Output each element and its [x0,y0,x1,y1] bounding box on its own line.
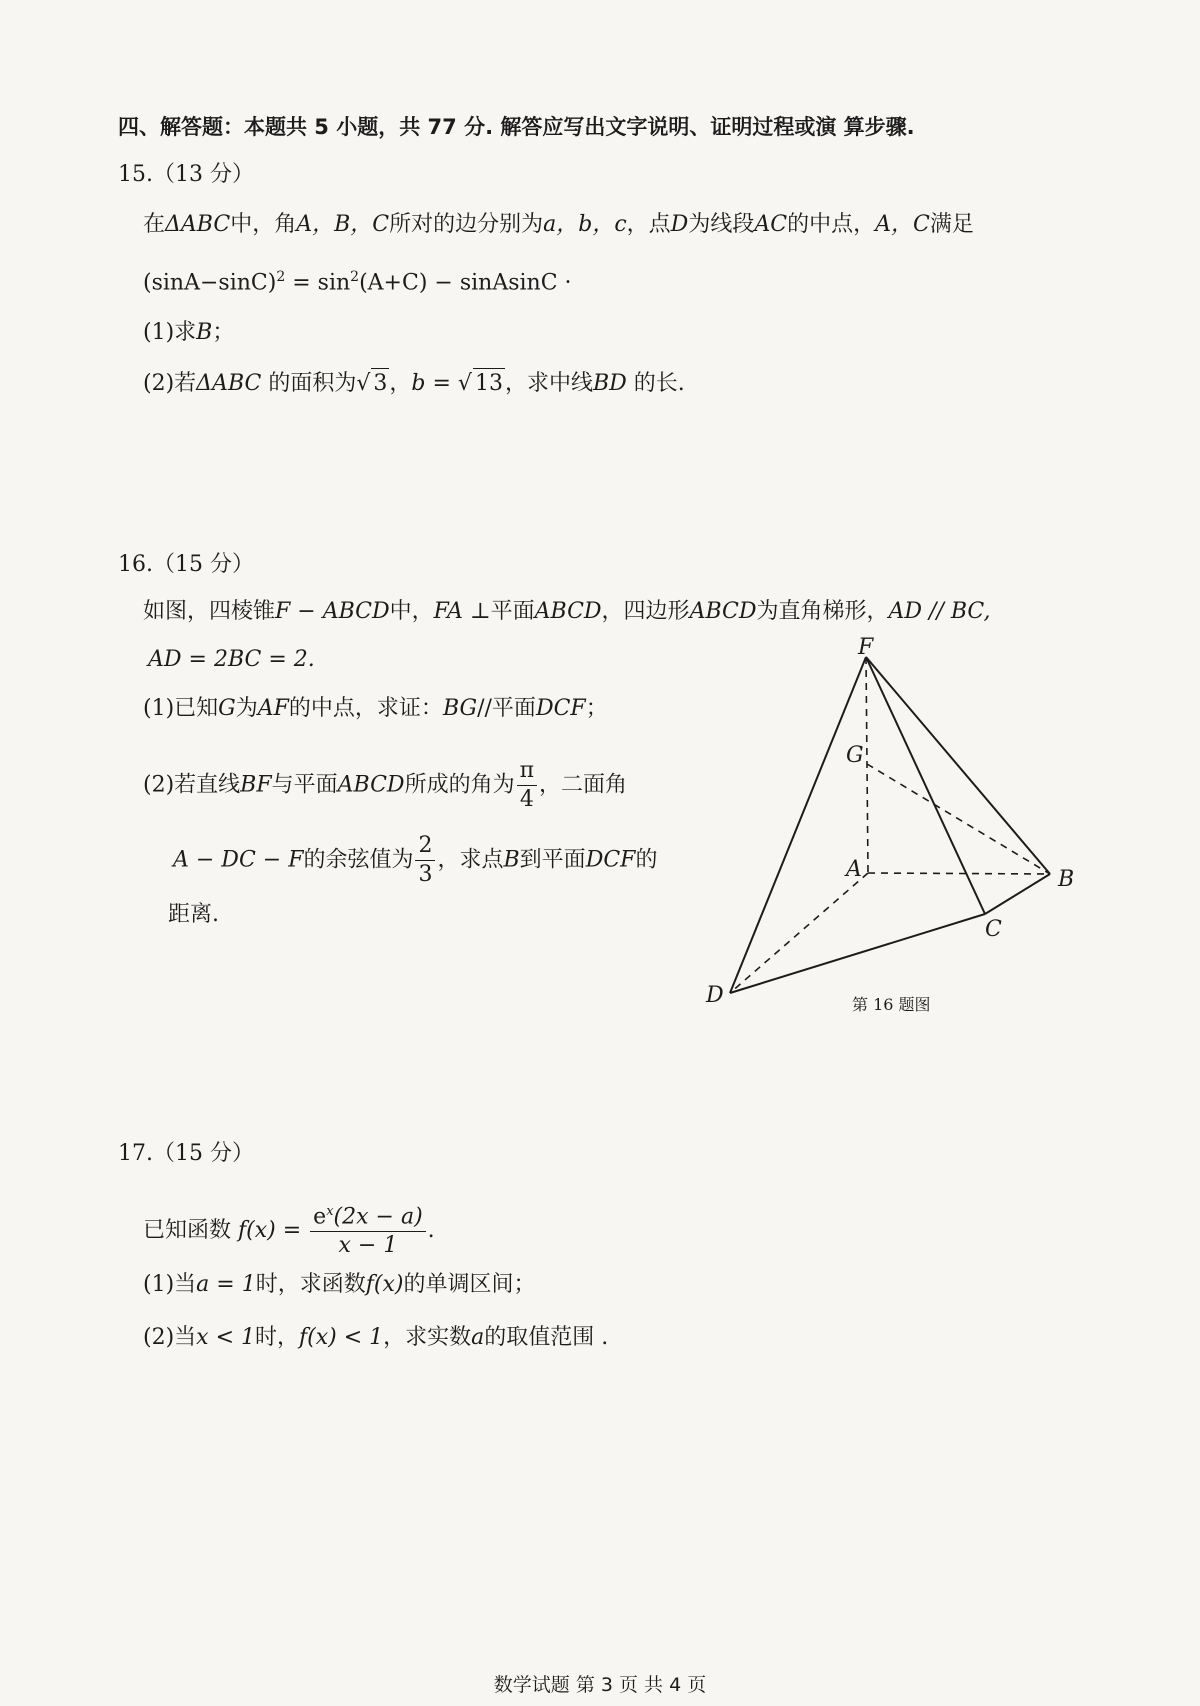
dihedral-angle: A − DC − F [173,847,304,873]
q16-header: 16.（15 分） [118,552,254,577]
e-base: e [313,1204,327,1230]
text: 已知函数 [143,1218,232,1244]
text: (2)若 [143,371,197,396]
text: 的中点， [787,212,876,237]
triangle-label: ΔABC [196,371,262,396]
q15-part2 [143,368,685,399]
text: (2)当 [143,1325,197,1350]
text: ，求实数 [383,1325,472,1350]
text: (2)若直线 [143,772,241,798]
denominator: x − 1 [338,1233,398,1259]
edge-fb [866,657,1050,874]
text: 所成的角为 [404,772,515,798]
e-exponent: x [326,1204,334,1219]
fraction-2-over-3 [415,835,435,886]
text: ，四边形 [601,599,690,624]
q16-lengths [148,645,315,675]
segment-ac: AC [754,212,788,237]
exponent: 2 [276,269,286,285]
label-a: A [846,857,862,882]
triangle-label: ΔABC [165,212,231,237]
edge-dc [730,914,985,993]
q17-part1 [143,1270,535,1300]
label-g: G [846,743,864,768]
text: ，求点 [437,847,504,873]
var-a: a [471,1325,485,1350]
text: ，求中线 [504,371,593,396]
numerator [310,1205,425,1232]
text: 为 [235,696,258,721]
text: 平面 [491,696,536,721]
q17-intro [143,1205,435,1257]
parallel-symbol: // [477,696,492,721]
inequality: f(x) < 1 [299,1325,384,1350]
text: 与平面 [271,772,338,798]
text: = [425,371,458,396]
text: 时，求函数 [255,1272,366,1297]
text: 为直角梯形， [756,599,889,624]
sqrt-sign: √ [356,371,371,396]
fraction-pi-over-4 [517,760,537,811]
edge-cb [985,874,1050,914]
text: 的取值范围 . [484,1325,609,1350]
edge-fd [730,657,866,993]
plane-abcd: ABCD [337,772,405,798]
exponent: 2 [350,269,360,285]
q16-part1 [143,694,608,724]
label-b: B [1058,867,1075,892]
condition-right: (A+C) − sinAsinC · [359,270,572,296]
plane-dcf: DCF [535,696,586,721]
segment-bd: BD [592,371,627,396]
text: 平面 [490,599,535,624]
text: 如图，四棱锥 [143,599,276,624]
q15-part1 [143,318,234,348]
text: . [427,1218,435,1244]
condition-mid: = sin [285,270,351,296]
function-name: f(x) [365,1272,404,1297]
edge-ad [730,873,868,993]
parallel-relation: AD // BC, [888,599,991,624]
text: 为线段 [688,212,755,237]
text: (1)已知 [143,696,219,721]
text: 所对的边分别为 [389,212,544,237]
angle-labels: A，B，C [296,212,390,237]
label-c: C [985,917,1002,942]
segment-gb [867,764,1050,874]
q16-part2 [143,760,627,811]
sqrt-13: 13 [473,368,505,399]
label-f: F [858,635,874,660]
edge-fa [866,657,868,873]
text: 在 [143,212,166,237]
line-bf: BF [240,772,272,798]
point-pair: A，C [875,212,930,237]
segment-bg: BG [442,696,478,721]
function-fraction [310,1205,425,1257]
var-b: B [196,320,213,345]
text: 的单调区间； [403,1272,536,1297]
numerator: π [517,760,537,786]
condition: x < 1 [196,1325,255,1350]
plane-dcf: DCF [585,847,636,873]
pyramid-label: F − ABCD [275,599,390,624]
text: 的面积为 [261,371,357,396]
section-title: 四、解答题：本题共 5 小题，共 77 分. 解答应写出文字说明、证明过程或演 算步骤. [118,115,915,139]
point-g: G [218,696,236,721]
text: 的余弦值为 [303,847,414,873]
page-footer: 数学试题 第 3 页 共 4 页 [493,1674,707,1696]
text: 中， [389,599,434,624]
text: 的长. [626,371,685,396]
sqrt-sign: √ [457,371,472,396]
text: 满足 [929,212,974,237]
plane-abcd: ABCD [534,599,602,624]
numerator-rest: (2x − a) [333,1204,423,1230]
text: ， [389,371,412,396]
text: 中，角 [230,212,297,237]
point-b: B [503,847,520,873]
edge-ab [868,873,1050,874]
var-b: b [411,371,426,396]
text: ； [585,696,608,721]
text: ，点 [626,212,671,237]
perp-relation: FA ⊥ [433,599,491,624]
sqrt-3: 3 [371,368,389,399]
edge-fc [866,657,985,914]
q16-part2-cont [173,835,657,886]
q15-header: 15.（13 分） [118,162,254,187]
function-lhs: f(x) = [238,1218,302,1244]
text: 到平面 [519,847,586,873]
text: (1)求 [143,320,197,345]
q15-condition [143,262,572,298]
text: ； [212,320,235,345]
point-d: D [670,212,689,237]
figure-caption: 第 16 题图 [852,995,931,1014]
text: (1)当 [143,1272,197,1297]
denominator: 4 [519,787,534,812]
numerator: 2 [415,835,435,861]
text: 时， [255,1325,300,1350]
condition: a = 1 [196,1272,256,1297]
q17-header: 17.（15 分） [118,1141,254,1166]
q16-intro [143,597,990,627]
q17-part2 [143,1323,608,1353]
q16-part2-end: 距离. [168,902,219,927]
text: 的中点，求证： [288,696,443,721]
length-relation: AD = 2BC = 2. [148,647,315,672]
text: 的 [635,847,658,873]
text: ，二面角 [539,772,628,798]
quad-abcd: ABCD [689,599,757,624]
segment-af: AF [257,696,289,721]
condition-left: (sinA−sinC) [143,270,277,296]
q15-intro [143,210,974,240]
side-labels: a，b，c [543,212,627,237]
denominator: 3 [418,862,433,887]
label-d: D [706,983,724,1008]
